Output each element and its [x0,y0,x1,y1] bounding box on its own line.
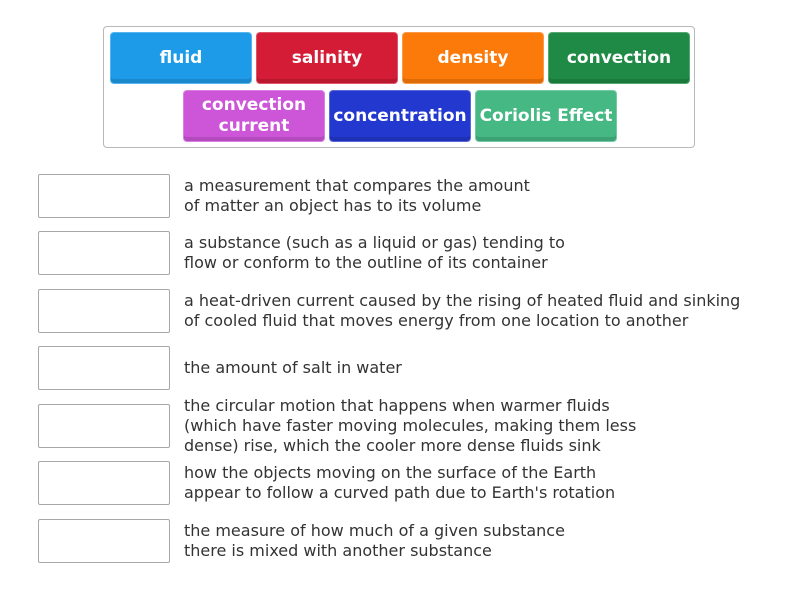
match-row [38,396,758,455]
drop-box[interactable] [38,461,170,505]
tile-concentration[interactable]: concentration [329,90,471,142]
drop-box[interactable] [38,289,170,333]
tile-coriolis-effect[interactable]: Coriolis Effect [475,90,617,142]
match-row [38,346,758,390]
tile-density[interactable]: density [402,32,544,84]
match-row [38,231,758,275]
drop-box[interactable] [38,174,170,218]
definition-text: a heat-driven current caused by the rising of heated fluid and sinking of cooled fluid that moves energy from one location to another [184,291,741,330]
drop-box[interactable] [38,519,170,563]
tile-fluid[interactable]: fluid [110,32,252,84]
tile-salinity[interactable]: salinity [256,32,398,84]
match-row [38,174,758,218]
definition-text: the measure of how much of a given substance there is mixed with another substance [184,521,565,560]
drop-box[interactable] [38,231,170,275]
match-row [38,289,758,333]
definition-text: how the objects moving on the surface of the Earth appear to follow a curved path due to Earth's rotation [184,463,616,502]
definition-text: the circular motion that happens when warmer fluids (which have faster moving molecules, making them less dense) rise, which the cooler more dense fluids sink [184,396,637,455]
match-row [38,461,758,505]
tile-convection-current[interactable]: convection current [183,90,325,142]
definition-text: a substance (such as a liquid or gas) tending to flow or conform to the outline of its container [184,233,565,272]
drop-box[interactable] [38,404,170,448]
tile-convection[interactable]: convection [548,32,690,84]
definition-text: a measurement that compares the amount of matter an object has to its volume [184,176,530,215]
match-row [38,519,758,563]
definition-text: the amount of salt in water [184,358,402,377]
drop-box[interactable] [38,346,170,390]
